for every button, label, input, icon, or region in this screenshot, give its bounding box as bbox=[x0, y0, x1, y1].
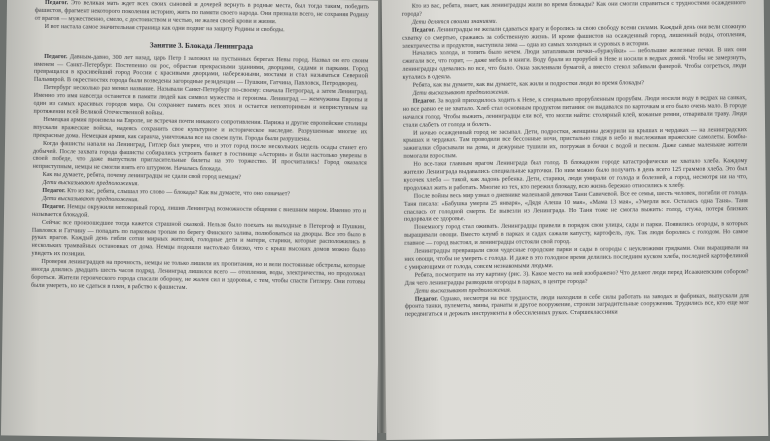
children-note: Дети делятся своими знаниями. bbox=[411, 18, 498, 26]
intro-paragraph: И вот настала самое значительная страница как одни подвиг на защиту Родины и свободы. bbox=[44, 23, 285, 33]
body-paragraph: Когда фашисты напали на Ленинград, Гитлер был уверен, что и этот город после нескольких недель осады станет его добычей. После захвата города фашисты собирались устроить банкет в гостинице «Астория» и были настолько уверены в своей победе, что даже выпустили пригласительные билеты на это торжество. И просчитались! Город оказался неприступным, немцы не смогли взять его штурмом. Началась блокада. bbox=[32, 140, 368, 173]
left-page-text bbox=[31, 0, 369, 295]
body-paragraph: Кто из вас, ребята, знает, как ленинградцы жили во время блокады? Как они смогли справиться с трудностями осажденного города? bbox=[401, 0, 746, 18]
body-paragraph: Ребята, как вы думаете, как вы думаете, как жили и подростки люди во время блокады? bbox=[412, 80, 645, 89]
body-paragraph: После войны весь мир узнал о дневнике маленькой девочки Тани Савичевой. Все ее семья, шесть человек, погибли от голода. Таня писала: «Бабушка умерла 25 января», «Дядя Алеша 10 мая», «Мама 13 мая», «Умерли все. Осталась одна Таня». Таня спаслась от голодной смерти. Ее вывезли из Ленинграда. Но Таня тоже не смогла выжить: голод, стужа, потеря близких подорвали ее здоровье. bbox=[403, 189, 748, 224]
body-paragraph: Педагог. Давным-давно, 300 лет назад, царь Петр I заложил на пустынных берегах Невы город. Назвал он его своим именем — Санкт-Петербург. Постепенно он рос, обрастая прекрасными зданиями, дворцами, садами и парками. Город превращался в красивейший город России с красивыми дворцами, набережными, мостами и стал называться Северной Пальмирой. В окрестностях города были возведены загородные резиденции — Пушкин, Гатчина, Павловск, Петродворец. bbox=[33, 53, 369, 88]
body-paragraph: Педагог. Немцы окружили непокорный город, лишив Ленинград возможности общения с внешним миром. Именно это и называется блокадой. bbox=[31, 203, 367, 219]
right-page bbox=[382, 0, 769, 440]
body-paragraph: Педагог. За водой приходилось ходить к Неве, к специально прорубленным прорубям. Люди носили воду в ведрах на санках, но все равно ее не хватало. Хлеб стал основным продуктом питания: он выдавался по карточкам и его было очень мало. В городе начался голод. Чтобы выжить, ленинградцы ели всё, что могли найти: столярный клей, кожаные ремни, отваривали траву. Люди стали слабеть от голода и болеть. bbox=[402, 95, 747, 129]
body-paragraph: Но все-таки главным врагом Ленинграда был голод. В блокадном городе катастрофически не хватало хлеба. Каждому жителю Ленинграда выдавались специальные карточки. По ним можно было получить в день всего 125 граммов хлеба. Это был кусочек хлеба — такой, как ладонь ребенка. Дети, старики, люди умирали от голода и болезней, а город, несмотря ни на что, продолжал жить и работать. Многие из тех, кто пережил блокаду, всю жизнь бережно относились к хлебу. bbox=[403, 158, 748, 192]
body-paragraph: Петербург несколько раз менял название. Называли Санкт-Петербург по-своему: сначала Петроград, а затем Ленинград. Именно это имя навсегда останется в памяти людей как символ мужества и героизма. Ленинград — жемчужина Европы и один из самых красивых городов мира. Он сохраняет память всех эпох и остается неповторимым и неприступным на протяжении всей Великой Отечественной войны. bbox=[33, 85, 368, 117]
body-paragraph: Ребята, посмотрите на эту картину (рис. 3). Какое место на ней изображено? Что делают люди перед Исаакиевским собором? Для чего ленинградцы разводили огороды в парках, в центре города? bbox=[404, 268, 749, 287]
body-paragraph: Педагог. Однако, несмотря на все трудности, люди находили в себе силы работать на заводах и фабриках, выпускали для фронта танки, пулеметы, мины, гранаты и другое вооружение, строили заградительные сооружения. Трудились все, кто еще мог передвигаться и держать инструменты в обессиленных руках. Старшеклассники bbox=[404, 292, 749, 319]
question-paragraph: Педагог. Кто из вас, ребята, слышал это слово — блокада? Как вы думаете, что оно означает? bbox=[42, 187, 291, 198]
body-paragraph: И ночью осажденный город не засыпал. Дети, подростки, женщины дежурили на крышах и чердаках — на ленинградских крышах и чердаках. Там проводили все бессонные ночи, пристально глядя в небо и выслеживая вражеские самолеты. Бомбы-зажигалки сбрасывали на дома, и дежурные тушили их, погружая в бочки с водой и песком. Даже самые маленькие жители помогали взрослым. bbox=[403, 126, 748, 161]
body-paragraph: Сейчас все произошедшее тогда кажется страшной сказкой. Нельзя было поехать на выходные в Петергоф и Пушкин, Павловск и Гатчину — попадать по парковым тропам по берегу Финского залива, полюбоваться на дворцы. Все это было в руках врагов. Каждый день гибли сотни мирных жителей, голодные дети и матери, старики, которые расположились в нескольких трамвайных остановках от дома. Немцы подошли настолько близко, что с крыш высоких домов можно было увидеть их позиции. bbox=[31, 219, 366, 258]
body-paragraph: Немецкая армия произвела на Европе, не встречая почти никакого сопротивления. Парижа и другие европейские столицы впускали вражеские войска, надеясь сохранить свое культурное и историческое наследие. Разрушенные многие их прекрасные дома. Немецкая армия, как саранча, уничтожала все на своем пути. Города были разрушены. bbox=[33, 116, 368, 143]
body-paragraph: Понемногу город стал оживать. Ленинградцы привели в порядок свои улицы, сады и парки. Появились огороды, в которых выращивали овощи. Вместо клумб в парках и садах сажали капусту, картофель, лук. Так люди боролись с голодом. Но самое главное — город выстоял, и ленинградцы отстояли свой город. bbox=[404, 221, 749, 247]
body-paragraph: Ленинградцы превращали свои чудесные городские парки и сады в огороды с неуклюжими грядками. Они выращивали на них овощи, чтобы не умереть с голода. И даже в это голодное время делились последним куском хлеба, последней картофелиной с умирающими от голода, совсем незнакомыми людьми. bbox=[404, 245, 749, 271]
children-note: Дети высказывают предположения. bbox=[42, 195, 139, 204]
children-note: Дети высказывают предположения. bbox=[414, 287, 512, 295]
left-page bbox=[1, 0, 383, 441]
children-note: Дети высказывают предположения. bbox=[42, 180, 140, 188]
intro-paragraph: Педагог. Это великая мать ждет всех своих сыновей и дочерей вернуть в родные места, был тогда таким, победить фашистов, фрагмент некоторого поколения историю, жить по памяти своего народа. Они признали всего, не сохраняя Родину от врагов — мужественно, смело, с достоинством и честью, не жалея своей крови и жизни. bbox=[34, 0, 370, 25]
body-paragraph: Педагог. Ленинградцы не желали сдаваться врагу и боролись за свою свободу всеми силами. Каждый день они вели сложную схватку со смертью, сражаясь за собственную жизнь. И кроме фашистов на осажденный город, лишенный воды, отопления, электричества и продуктов, наступила зима — одна из самых холодных и суровых в истории. bbox=[402, 23, 747, 50]
body-paragraph: Начались холода, и топить было нечем. Люди затапливали печки-«буржуйки» — небольшие железные печки. В них они сжигали все, что горит, — даже мебель и книги. Воду брали из прорубей в Неве и носили в ведрах домой. Чтобы не замерзнуть, ленинградцы одевались во все, что было. Окна заклеивали бумагой, а вместо стекол забивали фанерой. Чтобы согреться, люди кутались в одеяла. bbox=[402, 47, 747, 81]
body-paragraph: Проверяя ленинградцев на прочность, немцы не только лишили их пропитания, но и вели постоянные обстрелы, которые иногда длились двадцать шесть часов подряд. Ленинград лишился всего — отопления, воды, электричества, но продолжал бороться. Жители героического города спасали оборону, не жалея сил и здоровья, с тем, чтобы спасти Гитлеру. Они готовы были умереть, но не сдаться в плен, в рабство к фашистам. bbox=[30, 259, 366, 291]
lesson-heading: Занятие 3. Блокада Ленинграда bbox=[149, 41, 254, 51]
right-page-text bbox=[402, 0, 749, 320]
children-note: Дети высказывают предположения. bbox=[412, 89, 510, 97]
body-paragraph: Как вы думаете, ребята, почему ленинградцы не сдали свой город немцам? bbox=[42, 172, 242, 181]
